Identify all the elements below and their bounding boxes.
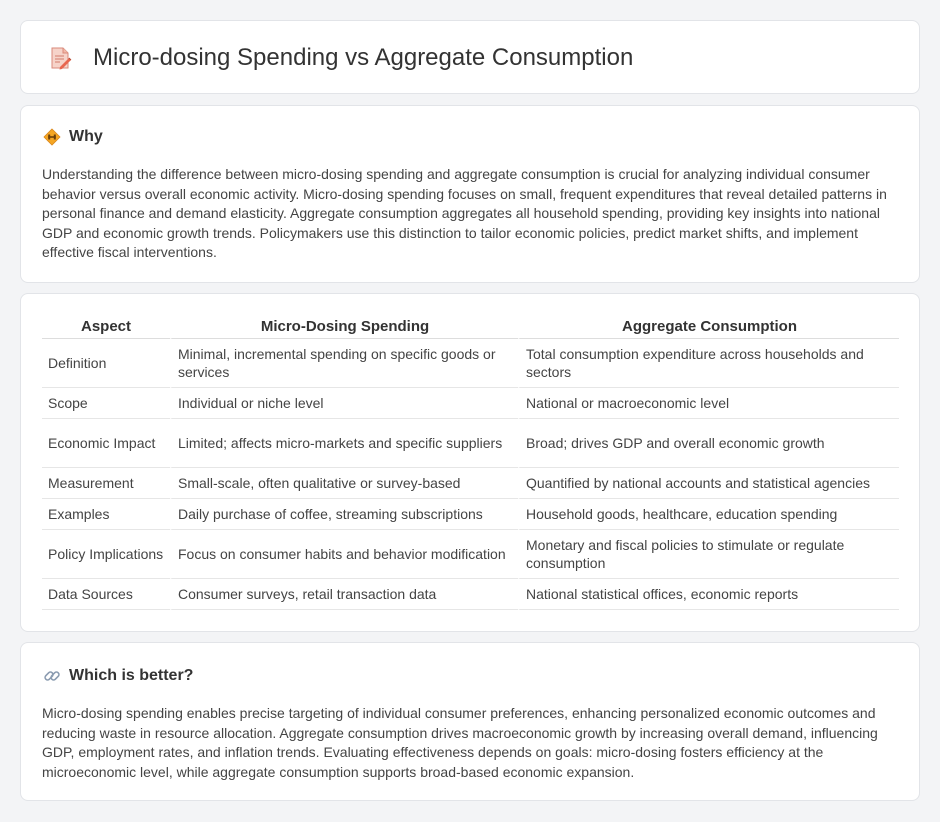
table-row <box>42 530 899 579</box>
cell-aspect: Examples <box>42 499 170 530</box>
cell-micro: Individual or niche level <box>170 388 518 419</box>
header-aspect: Aspect <box>42 316 170 339</box>
diamond-sign-icon <box>43 128 61 146</box>
link-icon <box>43 667 61 685</box>
cell-micro: Daily purchase of coffee, streaming subscriptions <box>170 499 518 530</box>
cell-aggregate: Household goods, healthcare, education spending <box>518 499 899 530</box>
cell-aspect: Scope <box>42 388 170 419</box>
comparison-table <box>42 316 899 610</box>
table-header-row <box>42 316 899 339</box>
cell-aspect: Definition <box>42 339 170 388</box>
cell-aggregate: Broad; drives GDP and overall economic growth <box>518 419 899 468</box>
table-row <box>42 468 899 499</box>
title-card <box>20 20 920 94</box>
cell-aspect: Economic Impact <box>42 419 170 468</box>
cell-micro: Small-scale, often qualitative or survey-based <box>170 468 518 499</box>
table-row <box>42 419 899 468</box>
better-body: Micro-dosing spending enables precise targeting of individual consumer preferences, enhancing personalized economic outcomes and reducing waste in resource allocation. Aggregate consumption drives macroeconomic growth by increasing overall demand, influencing GDP, employment rates, and inflation trends. Evaluating effectiveness depends on goals: micro-dosing fosters efficiency at the microeconomic level, while aggregate consumption supports broad-based economic expansion. <box>42 705 878 780</box>
cell-aspect: Policy Implications <box>42 530 170 579</box>
table-row <box>42 579 899 610</box>
cell-aspect: Measurement <box>42 468 170 499</box>
why-body: Understanding the difference between micro-dosing spending and aggregate consumption is crucial for analyzing individual consumer behavior versus overall economic activity. Micro-dosing spending focuses on small, frequent expenditures that reveal detailed patterns in personal finance and demand elasticity. Aggregate consumption aggregates all household spending, providing key insights into national GDP and economic growth trends. Policymakers use this distinction to tailor economic policies, predict market shifts, and implement effective fiscal interventions. <box>42 166 887 260</box>
document-pencil-icon <box>47 45 73 71</box>
why-heading-row <box>43 126 103 148</box>
table-row <box>42 499 899 530</box>
better-heading-row <box>43 665 193 687</box>
cell-micro: Minimal, incremental spending on specific goods or services <box>170 339 518 388</box>
header-micro-dosing: Micro-Dosing Spending <box>170 316 518 339</box>
comparison-card <box>20 293 920 632</box>
cell-aggregate: Quantified by national accounts and statistical agencies <box>518 468 899 499</box>
table-row <box>42 388 899 419</box>
cell-aggregate: Monetary and fiscal policies to stimulate or regulate consumption <box>518 530 899 579</box>
better-heading: Which is better? <box>69 667 194 684</box>
cell-micro: Focus on consumer habits and behavior modification <box>170 530 518 579</box>
why-section <box>20 105 920 283</box>
header-aggregate: Aggregate Consumption <box>518 316 899 339</box>
cell-aggregate: National or macroeconomic level <box>518 388 899 419</box>
page-title: Micro-dosing Spending vs Aggregate Consumption <box>93 44 634 71</box>
cell-micro: Consumer surveys, retail transaction data <box>170 579 518 610</box>
table-row <box>42 339 899 388</box>
cell-aggregate: Total consumption expenditure across households and sectors <box>518 339 899 388</box>
cell-aspect: Data Sources <box>42 579 170 610</box>
why-heading: Why <box>69 128 103 145</box>
cell-micro: Limited; affects micro-markets and specific suppliers <box>170 419 518 468</box>
cell-aggregate: National statistical offices, economic reports <box>518 579 899 610</box>
which-is-better-section <box>20 642 920 801</box>
